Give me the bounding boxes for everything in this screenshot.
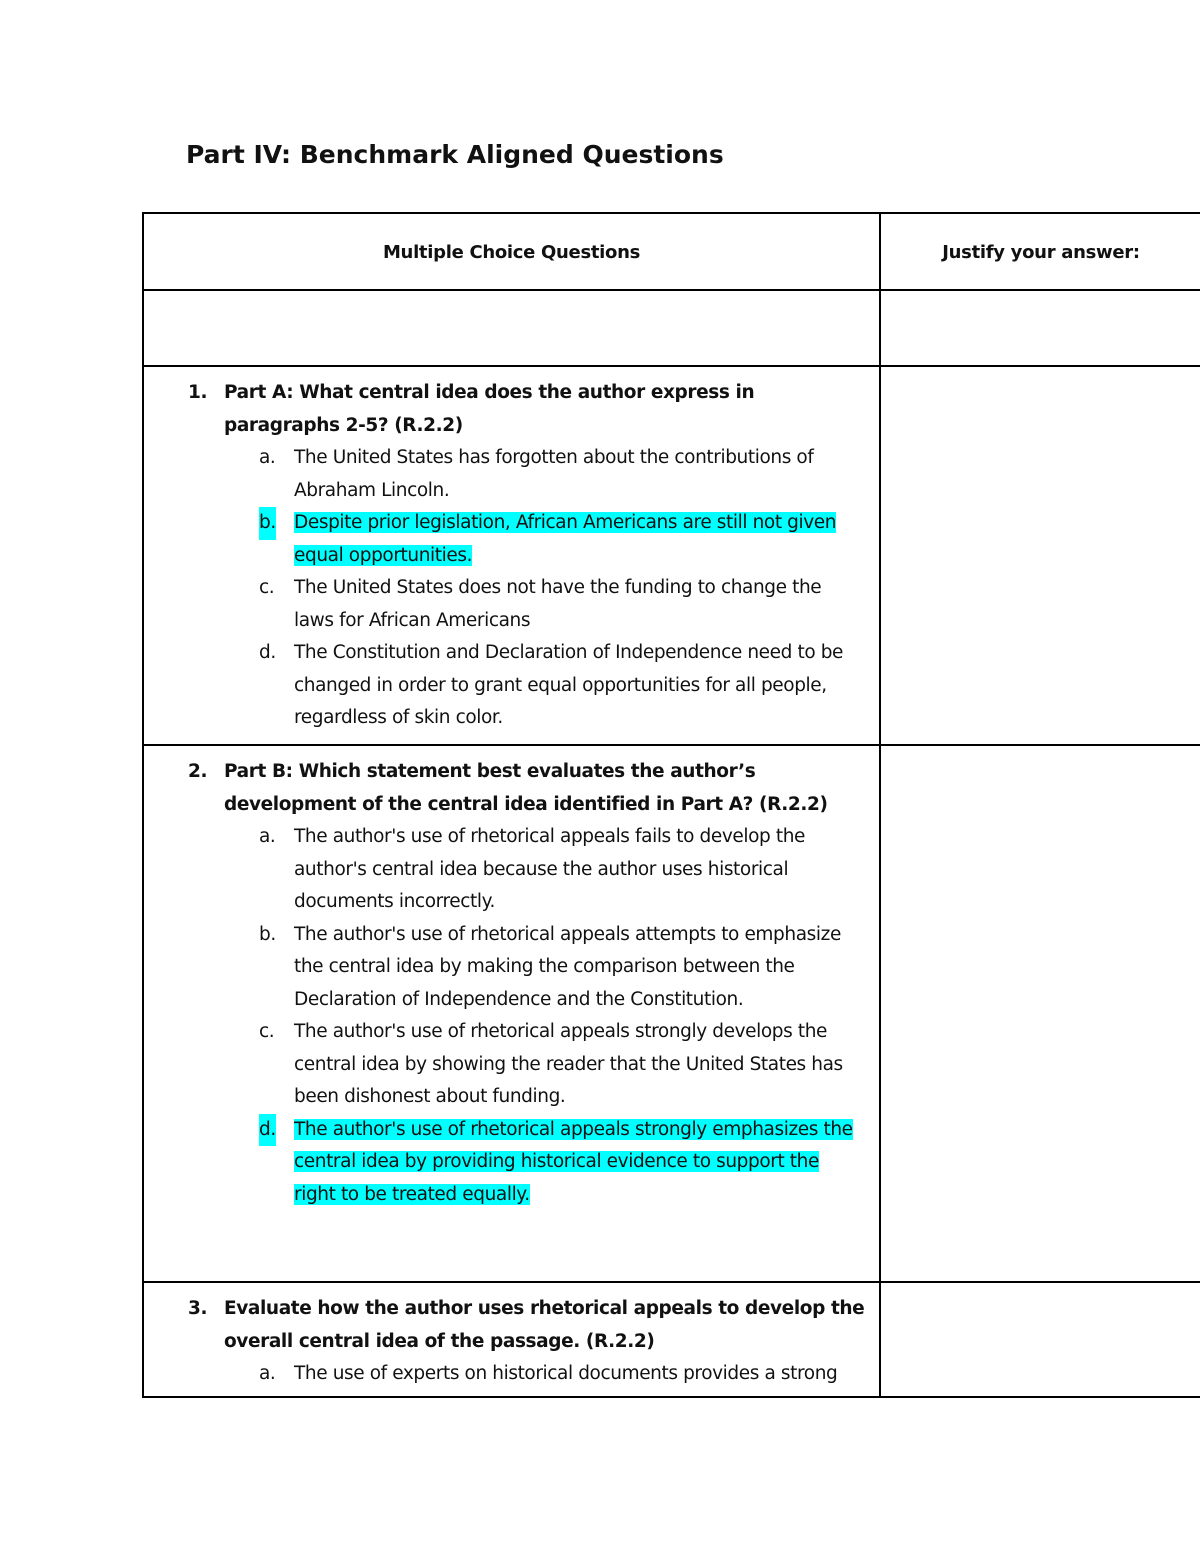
option-text: Despite prior legislation, African Americans are still not given equal opportunities. [294, 512, 837, 566]
row-divider [144, 365, 1200, 367]
question-text: Evaluate how the author uses rhetorical appeals to develop the overall central idea of the passage. (R.2.2) [224, 1298, 865, 1352]
page-title: Part IV: Benchmark Aligned Questions [186, 140, 724, 169]
question-text: Part A: What central idea does the author express in paragraphs 2-5? (R.2.2) [224, 382, 755, 436]
question-stem [144, 756, 880, 821]
option-letter: c. [259, 577, 275, 598]
answer-option-c [144, 572, 880, 637]
option-text: The author's use of rhetorical appeals fails to develop the author's central idea because the author uses historical documents incorrectly. [294, 826, 806, 912]
question-number: 1. [188, 382, 208, 403]
question-2 [144, 756, 880, 1211]
question-number: 2. [188, 761, 208, 782]
option-text: The United States has forgotten about the contributions of Abraham Lincoln. [294, 447, 814, 501]
option-letter: c. [259, 1021, 275, 1042]
option-text: The author's use of rhetorical appeals strongly develops the central idea by showing the reader that the United States has been dishonest about funding. [294, 1021, 843, 1107]
option-letter: b. [259, 507, 276, 540]
question-stem [144, 377, 880, 442]
header-justify-your-answer: Justify your answer: [942, 242, 1140, 263]
option-text: The author's use of rhetorical appeals strongly emphasizes the central idea by providing historical evidence to support the right to be treated equally. [294, 1118, 853, 1205]
row-divider [144, 744, 1200, 746]
question-1 [144, 377, 880, 735]
row-divider [144, 289, 1200, 291]
question-number: 3. [188, 1298, 208, 1319]
questions-table [142, 212, 1200, 1398]
answer-option-a [144, 1358, 880, 1391]
answer-option-d-highlighted [144, 1114, 880, 1212]
option-letter: a. [259, 1363, 276, 1384]
option-letter: a. [259, 447, 276, 468]
question-text: Part B: Which statement best evaluates the author’s development of the central idea identified in Part A? (R.2.2) [224, 761, 828, 815]
answer-option-b-highlighted [144, 507, 880, 572]
answer-option-d [144, 637, 880, 735]
option-text: The United States does not have the funding to change the laws for African Americans [294, 577, 822, 631]
row-divider [144, 1281, 1200, 1283]
answer-option-a [144, 821, 880, 919]
answer-option-b [144, 919, 880, 1017]
answer-option-a [144, 442, 880, 507]
option-letter: d. [259, 1114, 276, 1147]
option-letter: a. [259, 826, 276, 847]
option-text: The author's use of rhetorical appeals attempts to emphasize the central idea by making the comparison between the Declaration of Independence and the Constitution. [294, 923, 841, 1010]
option-text: The Constitution and Declaration of Independence need to be changed in order to grant equal opportunities for all people, regardless of skin color. [294, 642, 844, 728]
header-multiple-choice-questions: Multiple Choice Questions [382, 242, 641, 263]
question-stem [144, 1293, 880, 1358]
option-text: The use of experts on historical documents provides a strong [294, 1363, 838, 1384]
answer-option-c [144, 1016, 880, 1114]
question-3 [144, 1293, 880, 1391]
option-letter: d. [259, 642, 276, 663]
option-letter: b. [259, 923, 276, 945]
